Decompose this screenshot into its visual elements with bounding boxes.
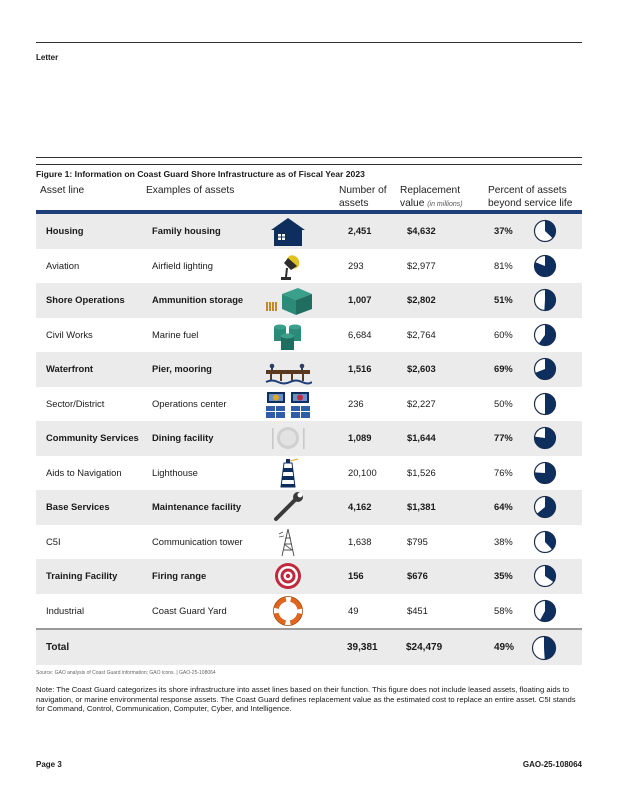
replacement-value-cell: $795 <box>407 535 428 547</box>
asset-line-cell: Housing <box>46 225 84 236</box>
example-cell: Maintenance facility <box>152 501 242 512</box>
figure-source: Source: GAO analysis of Coast Guard information; GAO icons. | GAO-25-108064 <box>36 670 216 676</box>
target-icon <box>264 560 312 592</box>
table-row <box>36 490 582 525</box>
col-header-value-unit: (in millions) <box>427 200 463 208</box>
operations-center-icon <box>264 388 312 420</box>
page-number: Page 3 <box>36 760 62 769</box>
example-cell: Pier, mooring <box>152 363 212 374</box>
tower-icon <box>264 526 312 558</box>
top-rule <box>36 42 582 43</box>
assets-count-cell: 49 <box>348 604 359 616</box>
replacement-value-cell: $2,764 <box>407 328 436 340</box>
col-header-value <box>400 185 463 211</box>
percent-cell: 81% <box>494 259 513 271</box>
percent-pie <box>533 426 557 450</box>
example-cell: Airfield lighting <box>152 259 213 271</box>
section-label: Letter <box>36 53 59 62</box>
wrench-icon <box>264 491 312 523</box>
assets-count-cell: 2,451 <box>348 225 372 236</box>
asset-line-cell: Community Services <box>46 432 139 443</box>
figure-title-rule <box>36 164 582 165</box>
replacement-value-cell: $676 <box>407 570 428 581</box>
percent-pie <box>533 461 557 485</box>
col-header-asset-line: Asset line <box>40 185 85 196</box>
replacement-value-cell: $2,603 <box>407 363 436 374</box>
assets-count-cell: 293 <box>348 259 364 271</box>
table-row <box>36 559 582 594</box>
total-label: Total <box>46 642 70 653</box>
percent-cell: 38% <box>494 535 513 547</box>
percent-cell: 37% <box>494 225 513 236</box>
asset-line-cell: C5I <box>46 535 61 547</box>
ammunition-storage-icon <box>264 284 312 316</box>
col-header-assets <box>339 185 387 210</box>
example-cell: Ammunition storage <box>152 294 244 305</box>
percent-cell: 76% <box>494 466 513 478</box>
pie-slice <box>545 393 555 414</box>
total-assets: 39,381 <box>347 642 378 653</box>
assets-count-cell: 20,100 <box>348 466 377 478</box>
total-pie <box>531 635 557 661</box>
pie-slice <box>544 290 555 311</box>
col-header-percent-line1: Percent of assets <box>488 185 567 196</box>
percent-pie <box>533 254 557 278</box>
asset-line-cell: Sector/District <box>46 397 105 409</box>
percent-pie <box>533 219 557 243</box>
figure-title: Figure 1: Information on Coast Guard Shore Infrastructure as of Fiscal Year 2023 <box>36 169 365 179</box>
example-cell: Operations center <box>152 397 227 409</box>
asset-line-cell: Base Services <box>46 501 110 512</box>
report-number: GAO-25-108064 <box>522 760 582 769</box>
col-header-value-line2: value <box>400 197 425 209</box>
replacement-value-cell: $1,644 <box>407 432 436 443</box>
example-cell: Lighthouse <box>152 466 198 478</box>
replacement-value-cell: $1,526 <box>407 466 436 478</box>
percent-pie <box>533 357 557 381</box>
table-row <box>36 525 582 560</box>
percent-cell: 77% <box>494 432 513 443</box>
example-cell: Family housing <box>152 225 221 236</box>
figure-note: Note: The Coast Guard categorizes its shore infrastructure into asset lines based on their function. This figure does not include leased assets, floating aids to navigation, or marine environmental response assets. The Coast Guard defines replacement value as the estimated cost to replace an entire asset. C5I stands for Command, Control, Communication, Computer, Cyber, and Intelligence. <box>36 685 576 713</box>
replacement-value-cell: $451 <box>407 604 428 616</box>
life-ring-icon <box>264 595 312 627</box>
table-row <box>36 456 582 491</box>
percent-cell: 58% <box>494 604 513 616</box>
fuel-tanks-icon <box>264 319 312 351</box>
percent-cell: 51% <box>494 294 513 305</box>
percent-pie <box>533 599 557 623</box>
table-row <box>36 249 582 284</box>
percent-pie <box>533 323 557 347</box>
replacement-value-cell: $2,802 <box>407 294 436 305</box>
replacement-value-cell: $4,632 <box>407 225 436 236</box>
percent-cell: 35% <box>494 570 513 581</box>
col-header-examples: Examples of assets <box>146 185 235 196</box>
percent-pie <box>533 495 557 519</box>
asset-line-cell: Industrial <box>46 604 85 616</box>
assets-count-cell: 1,638 <box>348 535 372 547</box>
table-row <box>36 214 582 249</box>
col-header-assets-line2: assets <box>339 197 369 209</box>
lighthouse-icon <box>264 457 312 489</box>
percent-cell: 64% <box>494 501 513 512</box>
asset-line-cell: Shore Operations <box>46 294 125 305</box>
replacement-value-cell: $2,227 <box>407 397 436 409</box>
total-row <box>36 630 582 665</box>
table-row <box>36 318 582 353</box>
airfield-light-icon <box>264 250 312 282</box>
total-percent: 49% <box>494 642 515 653</box>
asset-line-cell: Aviation <box>46 259 80 271</box>
example-cell: Firing range <box>152 570 207 581</box>
col-header-value-line1: Replacement <box>400 185 461 196</box>
assets-count-cell: 156 <box>348 570 364 581</box>
assets-count-cell: 1,089 <box>348 432 372 443</box>
percent-cell: 50% <box>494 397 513 409</box>
percent-cell: 69% <box>494 363 513 374</box>
dining-icon <box>264 422 312 454</box>
table-row <box>36 594 582 629</box>
replacement-value-cell: $1,381 <box>407 501 436 512</box>
table-row <box>36 387 582 422</box>
percent-pie <box>533 392 557 416</box>
percent-pie <box>533 564 557 588</box>
figure-top-rule <box>36 157 582 158</box>
example-cell: Dining facility <box>152 432 214 443</box>
table-row <box>36 421 582 456</box>
col-header-percent <box>488 185 572 210</box>
assets-count-cell: 6,684 <box>348 328 372 340</box>
example-cell: Coast Guard Yard <box>152 604 227 616</box>
total-value: $24,479 <box>406 642 443 653</box>
pie-slice <box>544 636 556 659</box>
asset-line-cell: Waterfront <box>46 363 94 374</box>
assets-count-cell: 4,162 <box>348 501 372 512</box>
example-cell: Communication tower <box>152 535 243 547</box>
table-row <box>36 283 582 318</box>
col-header-assets-line1: Number of <box>339 185 387 196</box>
asset-line-cell: Aids to Navigation <box>46 466 122 478</box>
percent-pie <box>533 288 557 312</box>
assets-count-cell: 236 <box>348 397 364 409</box>
pier-icon <box>264 353 312 385</box>
col-header-percent-line2: beyond service life <box>488 197 573 209</box>
table-row <box>36 352 582 387</box>
assets-count-cell: 1,516 <box>348 363 372 374</box>
percent-cell: 60% <box>494 328 513 340</box>
replacement-value-cell: $2,977 <box>407 259 436 271</box>
asset-line-cell: Civil Works <box>46 328 93 340</box>
assets-count-cell: 1,007 <box>348 294 372 305</box>
example-cell: Marine fuel <box>152 328 199 340</box>
house-icon <box>264 215 312 247</box>
asset-line-cell: Training Facility <box>46 570 118 581</box>
percent-pie <box>533 530 557 554</box>
